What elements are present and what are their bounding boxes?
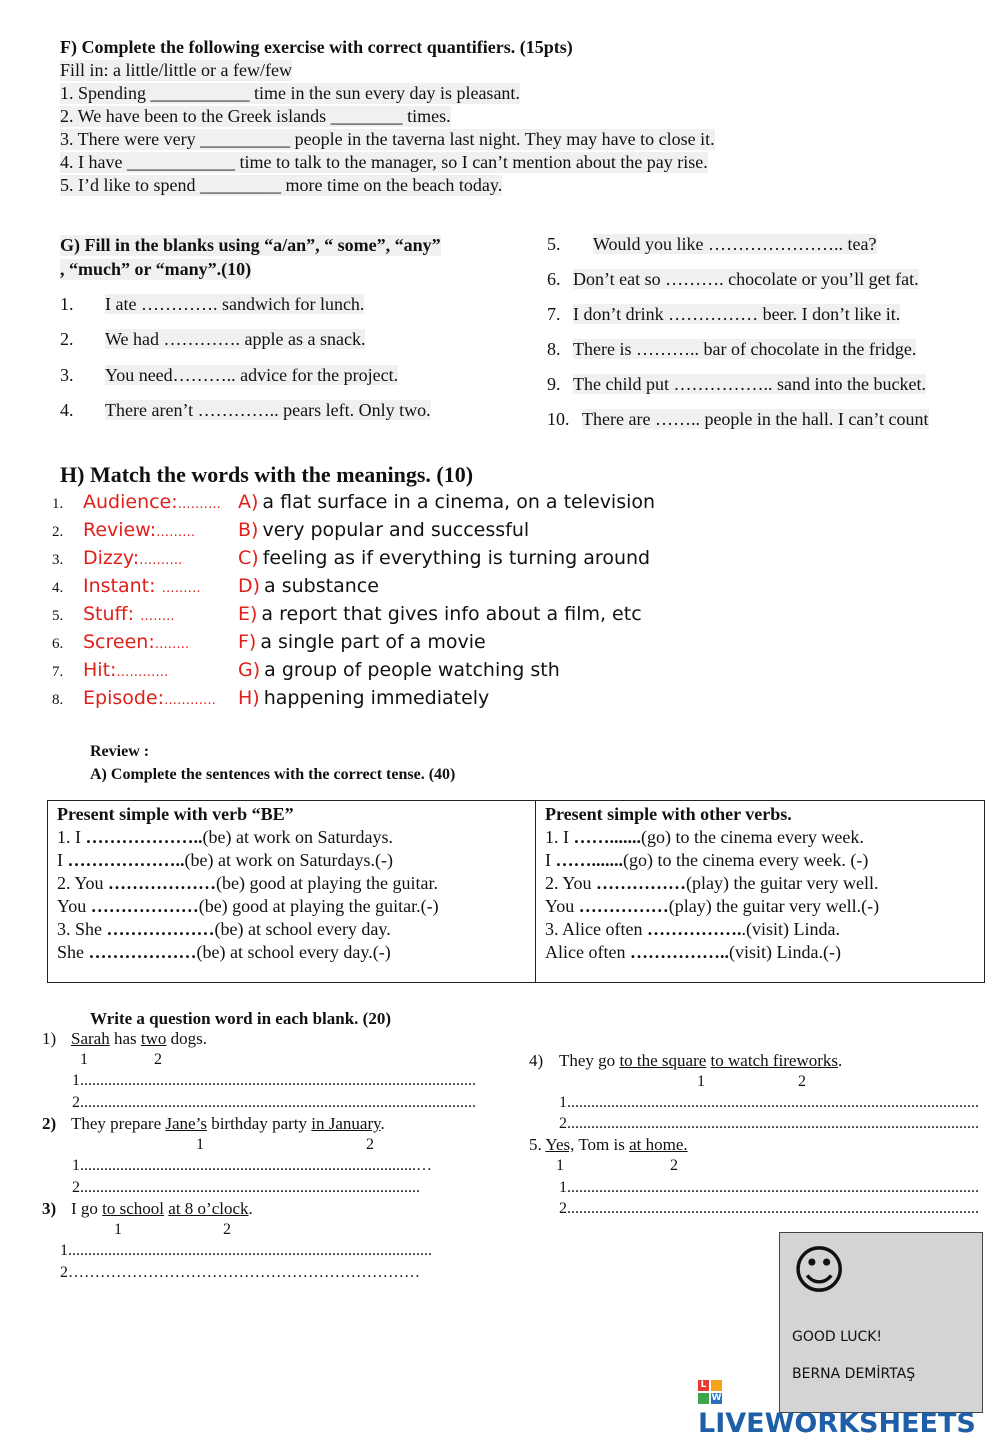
match-row: 1. Audience:………. A) a flat surface in a cinema, on a television — [52, 491, 656, 513]
table-row: 1. I ………………..(be) at work on Saturdays. — [57, 827, 393, 847]
table-row: 2. You ……………(play) the guitar very well. — [545, 873, 879, 893]
table-row: You ………………(be) good at playing the guitar.(-) — [57, 896, 439, 916]
review-label: Review : — [90, 743, 150, 760]
section-f-item: 1. Spending ___________ time in the sun every day is pleasant. — [60, 83, 520, 103]
answer-line[interactable]: 1................................................................................................... — [72, 1072, 476, 1089]
table-right-column — [545, 803, 879, 964]
section-g-item: 7. I don’t drink …………… beer. I don’t like it. — [547, 304, 901, 324]
table-row: I …….......(go) to the cinema every week. (-) — [545, 850, 869, 870]
liveworksheets-logo — [698, 1377, 1000, 1439]
match-row: 4. Instant: ……… D) a substance — [52, 575, 379, 597]
section-g-item: 1. I ate …………. sandwich for lunch. — [60, 294, 365, 314]
liveworksheets-badge-icon: L W — [698, 1380, 722, 1404]
table-left-header: Present simple with verb “BE” — [57, 804, 294, 824]
answer-line[interactable]: 2..................................................................................... — [72, 1179, 420, 1196]
answer-line[interactable]: 1....................................................................................… — [72, 1157, 432, 1174]
marker-2: 2 — [223, 1221, 231, 1238]
tense-table — [47, 800, 985, 983]
marker-1: 1 — [697, 1073, 705, 1090]
match-row: 2. Review:……… B) very popular and successful — [52, 519, 530, 541]
table-row: 1. I …….......(go) to the cinema every week. — [545, 827, 864, 847]
match-row: 5. Stuff: …….. E) a report that gives info about a film, etc — [52, 603, 642, 625]
answer-line[interactable]: 1........................................................................................... — [60, 1242, 432, 1259]
table-row: Alice often ……………..(visit) Linda.(-) — [545, 942, 841, 962]
table-left-column — [57, 803, 439, 964]
question-4: 4) They go to the square to watch fireworks. — [529, 1051, 843, 1070]
section-h-title: H) Match the words with the meanings. (10) — [60, 462, 474, 487]
section-f-item: 3. There were very __________ people in the taverna last night. They may have to close it. — [60, 129, 715, 149]
questions-title: Write a question word in each blank. (20) — [90, 1009, 391, 1028]
liveworksheets-text: LIVEWORKSHEETS — [698, 1408, 976, 1439]
section-g-title-2: , “much” or “many”.(10) — [60, 259, 252, 279]
table-divider — [535, 801, 536, 982]
table-row: She ………………(be) at school every day.(-) — [57, 942, 391, 962]
table-right-header: Present simple with other verbs. — [545, 804, 792, 824]
section-f-instruction: Fill in: a little/little or a few/few — [60, 60, 292, 80]
answer-line[interactable]: 2....................................................................................................... — [559, 1200, 979, 1217]
answer-line[interactable]: 1....................................................................................................... — [559, 1179, 979, 1196]
answer-line[interactable]: 2………………………………………………………… — [60, 1264, 420, 1281]
marker-2: 2 — [670, 1157, 678, 1174]
marker-2: 2 — [798, 1073, 806, 1090]
table-row: 3. Alice often ……………..(visit) Linda. — [545, 919, 840, 939]
section-g-item: 3. You need……….. advice for the project. — [60, 365, 399, 385]
section-g-item: 9. The child put …………….. sand into the bucket. — [547, 374, 926, 394]
answer-line[interactable]: 1....................................................................................................... — [559, 1094, 979, 1111]
table-row: 2. You ………………(be) good at playing the guitar. — [57, 873, 438, 893]
question-1: 1) Sarah has two dogs. — [42, 1029, 208, 1048]
match-row: 3. Dizzy:………. C) feeling as if everything is turning around — [52, 547, 651, 569]
section-g-item: 2. We had …………. apple as a snack. — [60, 329, 366, 349]
good-luck-text: GOOD LUCK! — [792, 1329, 883, 1345]
match-row: 8. Episode:………… H) happening immediately — [52, 687, 490, 709]
section-g-title: G) Fill in the blanks using “a/an”, “ some”, “any” — [60, 235, 441, 255]
question-5: 5. Yes, Tom is at home. — [529, 1135, 688, 1154]
section-g-item: 5. Would you like ………………….. tea? — [547, 234, 877, 254]
question-2: 2) They prepare Jane’s birthday party in January. — [42, 1114, 385, 1133]
answer-line[interactable]: 2....................................................................................................... — [559, 1115, 979, 1132]
author-name: BERNA DEMİRTAŞ — [792, 1366, 916, 1382]
answer-line[interactable]: 2................................................................................................... — [72, 1094, 476, 1111]
smiley-icon: ☺ — [792, 1241, 847, 1301]
marker-1: 1 — [556, 1157, 564, 1174]
table-row: You ……………(play) the guitar very well.(-) — [545, 896, 880, 916]
section-f-item: 5. I’d like to spend _________ more time on the beach today. — [60, 175, 503, 195]
section-g-item: 4. There aren’t ………….. pears left. Only two. — [60, 400, 431, 420]
review-part-a: A) Complete the sentences with the correct tense. (40) — [90, 766, 456, 783]
marker-1: 1 — [114, 1221, 122, 1238]
table-row: I ………………..(be) at work on Saturdays.(-) — [57, 850, 393, 870]
section-f-item: 4. I have ____________ time to talk to the manager, so I can’t mention about the pay rise. — [60, 152, 708, 172]
marker-2: 2 — [366, 1136, 374, 1153]
match-row: 7. Hit:………… G) a group of people watching sth — [52, 659, 560, 681]
table-row: 3. She ………………(be) at school every day. — [57, 919, 391, 939]
section-g-item: 8. There is ……….. bar of chocolate in the fridge. — [547, 339, 917, 359]
section-g-item: 6. Don’t eat so ………. chocolate or you’ll get fat. — [547, 269, 919, 289]
marker-1: 1 — [80, 1051, 88, 1068]
question-3: 3) I go to school at 8 o’clock. — [42, 1199, 253, 1218]
match-row: 6. Screen:…….. F) a single part of a movie — [52, 631, 486, 653]
section-f-title: F) Complete the following exercise with correct quantifiers. (15pts) — [60, 37, 573, 57]
marker-1: 1 — [196, 1136, 204, 1153]
marker-2: 2 — [154, 1051, 162, 1068]
section-g-item: 10. There are …….. people in the hall. I can’t count — [547, 409, 929, 429]
section-f-item: 2. We have been to the Greek islands ________ times. — [60, 106, 451, 126]
